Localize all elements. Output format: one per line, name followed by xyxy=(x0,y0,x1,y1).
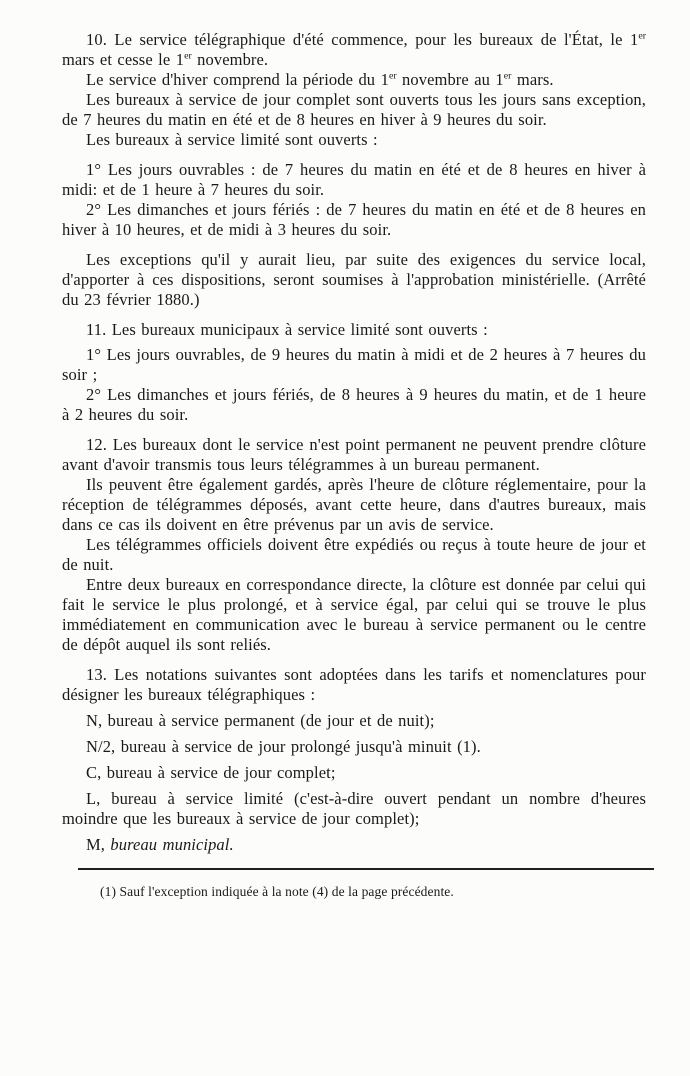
notation-N2 xyxy=(62,737,646,757)
text-run: Entre deux bureaux en correspondance directe, la clôture est donnée par celui qui fait le service le plus prolongé, et à service égal, par celui qui se trouve le plus immédiatement en communication avec le bureau à service permanent ou le centre de dépôt auquel ils sont reliés. xyxy=(62,575,646,654)
article-12 xyxy=(62,435,646,475)
text-run: 13. Les notations suivantes sont adoptées dans les tarifs et nomenclatures pour désigner les bureaux télégraphiques : xyxy=(62,665,646,704)
footnote: (1) Sauf l'exception indiquée à la note (4) de la page précédente. xyxy=(100,884,454,899)
article-10 xyxy=(62,30,646,70)
limited-item-1 xyxy=(62,160,646,200)
official-telegrams xyxy=(62,535,646,575)
superscript-ordinal: er xyxy=(184,50,192,62)
article-13 xyxy=(62,665,646,705)
text-run: 12. Les bureaux dont le service n'est point permanent ne peuvent prendre clôture avant d'avoir transmis tous leurs télégrammes à un bureau permanent. xyxy=(62,435,646,474)
notation-C xyxy=(62,763,646,783)
text-run: M, xyxy=(86,835,111,854)
text-run: Les bureaux à service limité sont ouverts : xyxy=(86,130,378,149)
winter-service xyxy=(62,70,646,90)
notation-M xyxy=(62,835,646,855)
notation-N xyxy=(62,711,646,731)
footnote-rule xyxy=(78,868,654,870)
text-run: bureau municipal. xyxy=(110,835,234,854)
notation-L xyxy=(62,789,646,829)
text-run: N, bureau à service permanent (de jour et de nuit); xyxy=(86,711,435,730)
superscript-ordinal: er xyxy=(503,70,512,82)
text-run: N/2, bureau à service de jour prolongé jusqu'à minuit (1). xyxy=(86,737,481,756)
closing-between-offices xyxy=(62,575,646,655)
text-run: Les exceptions qu'il y aurait lieu, par suite des exigences du service local, d'apporter à ces dispositions, seront soumises à l'approbation ministérielle. (Arrêté du 23 février 1880.) xyxy=(62,250,646,309)
text-run: novembre au 1 xyxy=(396,70,504,89)
text-run: 1° Les jours ouvrables : de 7 heures du matin en été et de 8 heures en hiver à midi: et de 1 heure à 7 heures du soir. xyxy=(62,160,646,199)
exceptions xyxy=(62,250,646,310)
document-body xyxy=(62,30,646,855)
limited-offices-intro xyxy=(62,130,646,150)
municipal-item-2 xyxy=(62,385,646,425)
text-run: C, bureau à service de jour complet; xyxy=(86,763,336,782)
limited-item-2 xyxy=(62,200,646,240)
text-run: 10. Le service télégraphique d'été commence, pour les bureaux de l'État, le 1 xyxy=(86,30,639,49)
text-run: mars et cesse le 1 xyxy=(62,50,185,69)
text-run: 2° Les dimanches et jours fériés : de 7 heures du matin en été et de 8 heures en hiver à 10 heures, et de midi à 3 heures du soir. xyxy=(62,200,646,239)
superscript-ordinal: er xyxy=(388,70,397,82)
text-run: mars. xyxy=(511,70,554,89)
text-run: 1° Les jours ouvrables, de 9 heures du matin à midi et de 2 heures à 7 heures du soir ; xyxy=(62,345,646,384)
text-run: 11. Les bureaux municipaux à service limité sont ouverts : xyxy=(86,320,488,339)
text-run: Les télégrammes officiels doivent être expédiés ou reçus à toute heure de jour et de nuit. xyxy=(62,535,646,574)
text-run: novembre. xyxy=(191,50,269,69)
text-run: Le service d'hiver comprend la période du 1 xyxy=(86,70,389,89)
full-day-offices xyxy=(62,90,646,130)
text-run: 2° Les dimanches et jours fériés, de 8 heures à 9 heures du matin, et de 1 heure à 2 heures du soir. xyxy=(62,385,646,424)
text-run: Ils peuvent être également gardés, après l'heure de clôture réglementaire, pour la réception de télégrammes déposés, avant cette heure, dans d'autres bureaux, mais dans ce cas ils doivent en être prévenus par un avis de service. xyxy=(62,475,646,534)
guarded-after-close xyxy=(62,475,646,535)
text-run: Les bureaux à service de jour complet sont ouverts tous les jours sans exception, de 7 heures du matin en été et de 8 heures en hiver à 9 heures du soir. xyxy=(62,90,646,129)
superscript-ordinal: er xyxy=(638,30,646,42)
municipal-item-1 xyxy=(62,345,646,385)
text-run: L, bureau à service limité (c'est-à-dire ouvert pendant un nombre d'heures moindre que les bureaux à service de jour complet); xyxy=(62,789,646,828)
article-11 xyxy=(62,320,646,340)
